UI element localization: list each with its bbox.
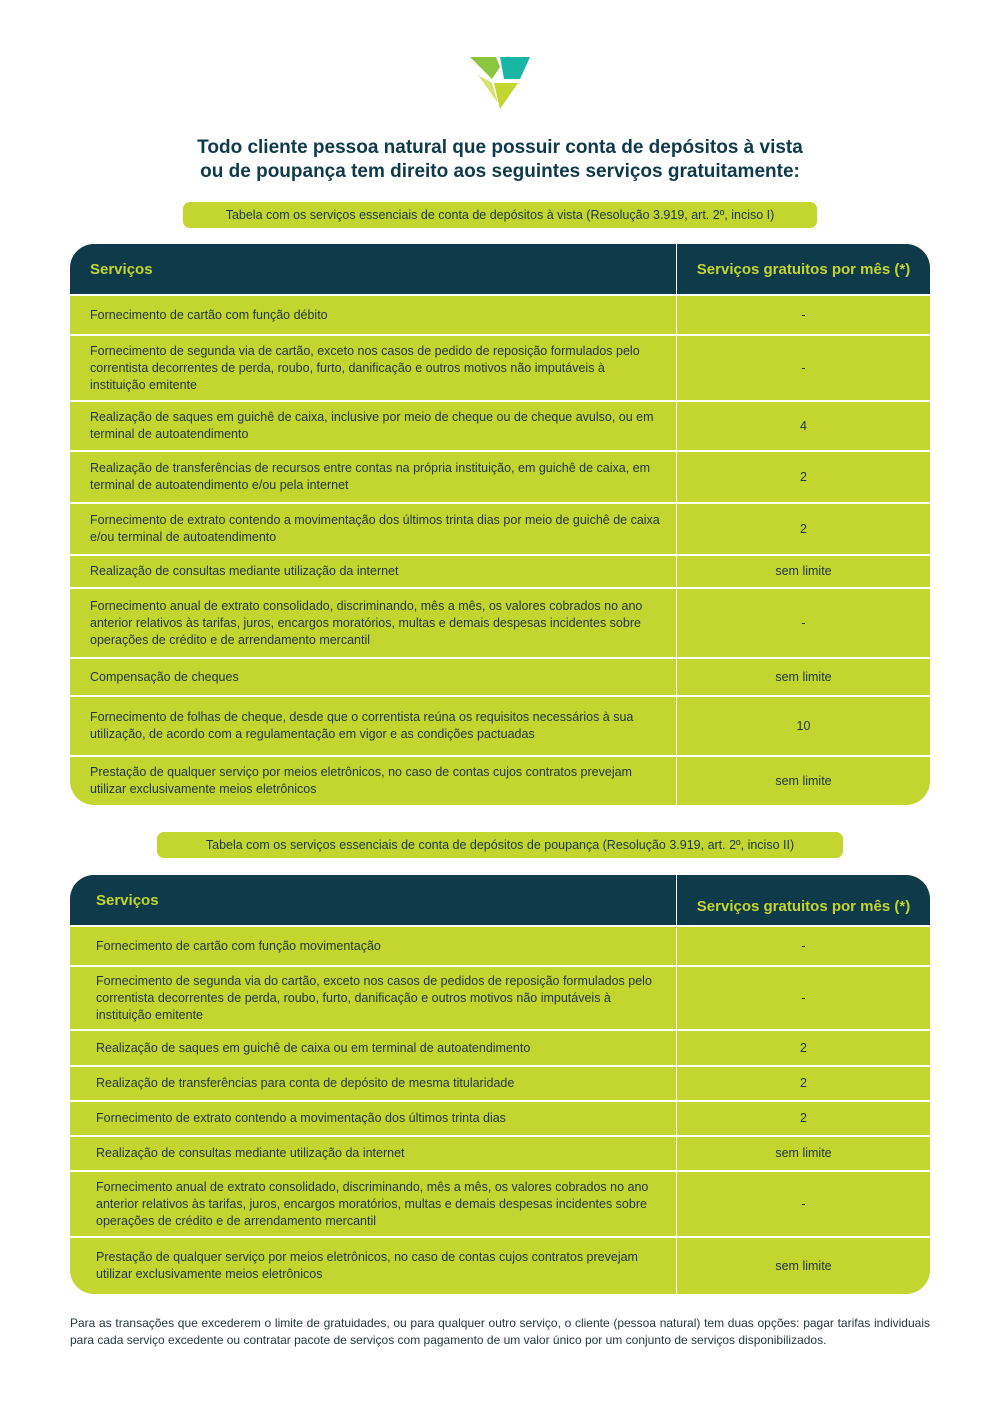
free-cell: sem limite <box>676 1137 930 1170</box>
checking-services-table <box>70 244 930 805</box>
free-cell: 10 <box>676 697 930 755</box>
table-row <box>70 755 930 805</box>
table-row <box>70 1100 930 1135</box>
free-cell: 2 <box>676 1102 930 1135</box>
service-cell: Compensação de cheques <box>90 669 239 684</box>
free-cell: - <box>676 927 930 965</box>
col-header-free: Serviços gratuitos por mês (*) <box>676 875 930 925</box>
col-header-services: Serviços <box>90 260 153 278</box>
free-cell: sem limite <box>676 659 930 695</box>
service-cell: Realização de transferências de recursos entre contas na própria instituição, em guichê de caixa, em terminal de autoatendimento e/ou pela internet <box>90 461 651 492</box>
table-row <box>70 1236 930 1294</box>
table-row <box>70 925 930 965</box>
free-cell: 2 <box>676 1031 930 1065</box>
table-row <box>70 1135 930 1170</box>
table-header <box>70 244 930 294</box>
col-header-free: Serviços gratuitos por mês (*) <box>676 244 930 294</box>
table-row <box>70 502 930 554</box>
service-cell: Fornecimento de extrato contendo a movimentação dos últimos trinta dias <box>96 1111 506 1125</box>
page-title <box>0 136 1000 184</box>
free-cell: sem limite <box>676 556 930 587</box>
service-cell: Fornecimento de cartão com função débito <box>90 307 328 322</box>
table-row <box>70 450 930 502</box>
free-cell: sem limite <box>676 757 930 805</box>
col-header-services: Serviços <box>96 891 159 909</box>
table-row <box>70 1029 930 1065</box>
table-header <box>70 875 930 925</box>
service-cell: Realização de saques em guichê de caixa, inclusive por meio de cheque ou de cheque avulso, ou em terminal de autoatendimento <box>90 410 654 441</box>
free-cell: - <box>676 336 930 400</box>
table-row <box>70 695 930 755</box>
service-cell: Realização de consultas mediante utilização da internet <box>96 1146 405 1160</box>
table1-caption: Tabela com os serviços essenciais de conta de depósitos à vista (Resolução 3.919, art. 2º, inciso I) <box>183 202 817 228</box>
free-cell: sem limite <box>676 1238 930 1294</box>
service-cell: Fornecimento de extrato contendo a movimentação dos últimos trinta dias por meio de guichê de caixa e/ou terminal de autoatendimento <box>90 513 660 544</box>
free-cell: - <box>676 296 930 334</box>
table-row <box>70 587 930 657</box>
free-cell: 2 <box>676 1067 930 1100</box>
free-cell: 2 <box>676 452 930 502</box>
triangle-logo-icon <box>468 55 532 111</box>
title-line-2: ou de poupança tem direito aos seguintes serviços gratuitamente: <box>200 161 800 182</box>
footnote: Para as transações que excederem o limite de gratuidades, ou para qualquer outro serviço, o cliente (pessoa natural) tem duas opções: pagar tarifas individuais para cada serviço excedente ou contratar pacote de serviços com pagamento de um valor único por um conjunto de serviços disponibilizados. <box>70 1316 930 1347</box>
service-cell: Fornecimento de segunda via do cartão, exceto nos casos de pedidos de reposição formulados pelo correntista decorrentes de perda, roubo, furto, danificação e outros motivos não imputáveis à instituição emitente <box>96 973 652 1022</box>
table2-caption: Tabela com os serviços essenciais de conta de depósitos de poupança (Resolução 3.919, art. 2º, inciso II) <box>157 832 843 858</box>
service-cell: Fornecimento de segunda via de cartão, exceto nos casos de pedido de reposição formulados pelo correntista decorrentes de perda, roubo, furto, danificação e outros motivos não imputáveis à instituição emitente <box>90 343 640 392</box>
service-cell: Realização de consultas mediante utilização da internet <box>90 564 399 578</box>
table-row <box>70 400 930 450</box>
table-row <box>70 294 930 334</box>
table-row <box>70 334 930 400</box>
table-row <box>70 965 930 1029</box>
service-cell: Fornecimento de cartão com função movimentação <box>96 938 381 953</box>
service-cell: Fornecimento anual de extrato consolidado, discriminando, mês a mês, os valores cobrados no ano anterior relativos às tarifas, juros, encargos moratórios, multas e demais despesas incidentes sobre operações de crédito e de arrendamento mercantil <box>96 1179 649 1228</box>
service-cell: Fornecimento anual de extrato consolidado, discriminando, mês a mês, os valores cobrados no ano anterior relativos às tarifas, juros, encargos moratórios, multas e demais despesas incidentes sobre operações de crédito e de arrendamento mercantil <box>90 598 643 647</box>
free-cell: 4 <box>676 402 930 450</box>
service-cell: Realização de saques em guichê de caixa ou em terminal de autoatendimento <box>96 1040 531 1055</box>
free-cell: - <box>676 967 930 1029</box>
title-line-1: Todo cliente pessoa natural que possuir conta de depósitos à vista <box>197 137 803 158</box>
service-cell: Fornecimento de folhas de cheque, desde que o correntista reúna os requisitos necessários à sua utilização, de acordo com a regulamentação em vigor e as condições pactuadas <box>90 710 634 741</box>
service-cell: Realização de transferências para conta de depósito de mesma titularidade <box>96 1076 515 1090</box>
service-cell: Prestação de qualquer serviço por meios eletrônicos, no caso de contas cujos contratos prevejam utilizar exclusivamente meios eletrônicos <box>90 765 632 796</box>
table-row <box>70 1170 930 1236</box>
free-cell: - <box>676 589 930 657</box>
free-cell: - <box>676 1172 930 1236</box>
table-row <box>70 554 930 587</box>
savings-services-table <box>70 875 930 1294</box>
table-row <box>70 1065 930 1100</box>
table-row <box>70 657 930 695</box>
free-cell: 2 <box>676 504 930 554</box>
service-cell: Prestação de qualquer serviço por meios eletrônicos, no caso de contas cujos contratos prevejam utilizar exclusivamente meios eletrônicos <box>96 1250 638 1281</box>
